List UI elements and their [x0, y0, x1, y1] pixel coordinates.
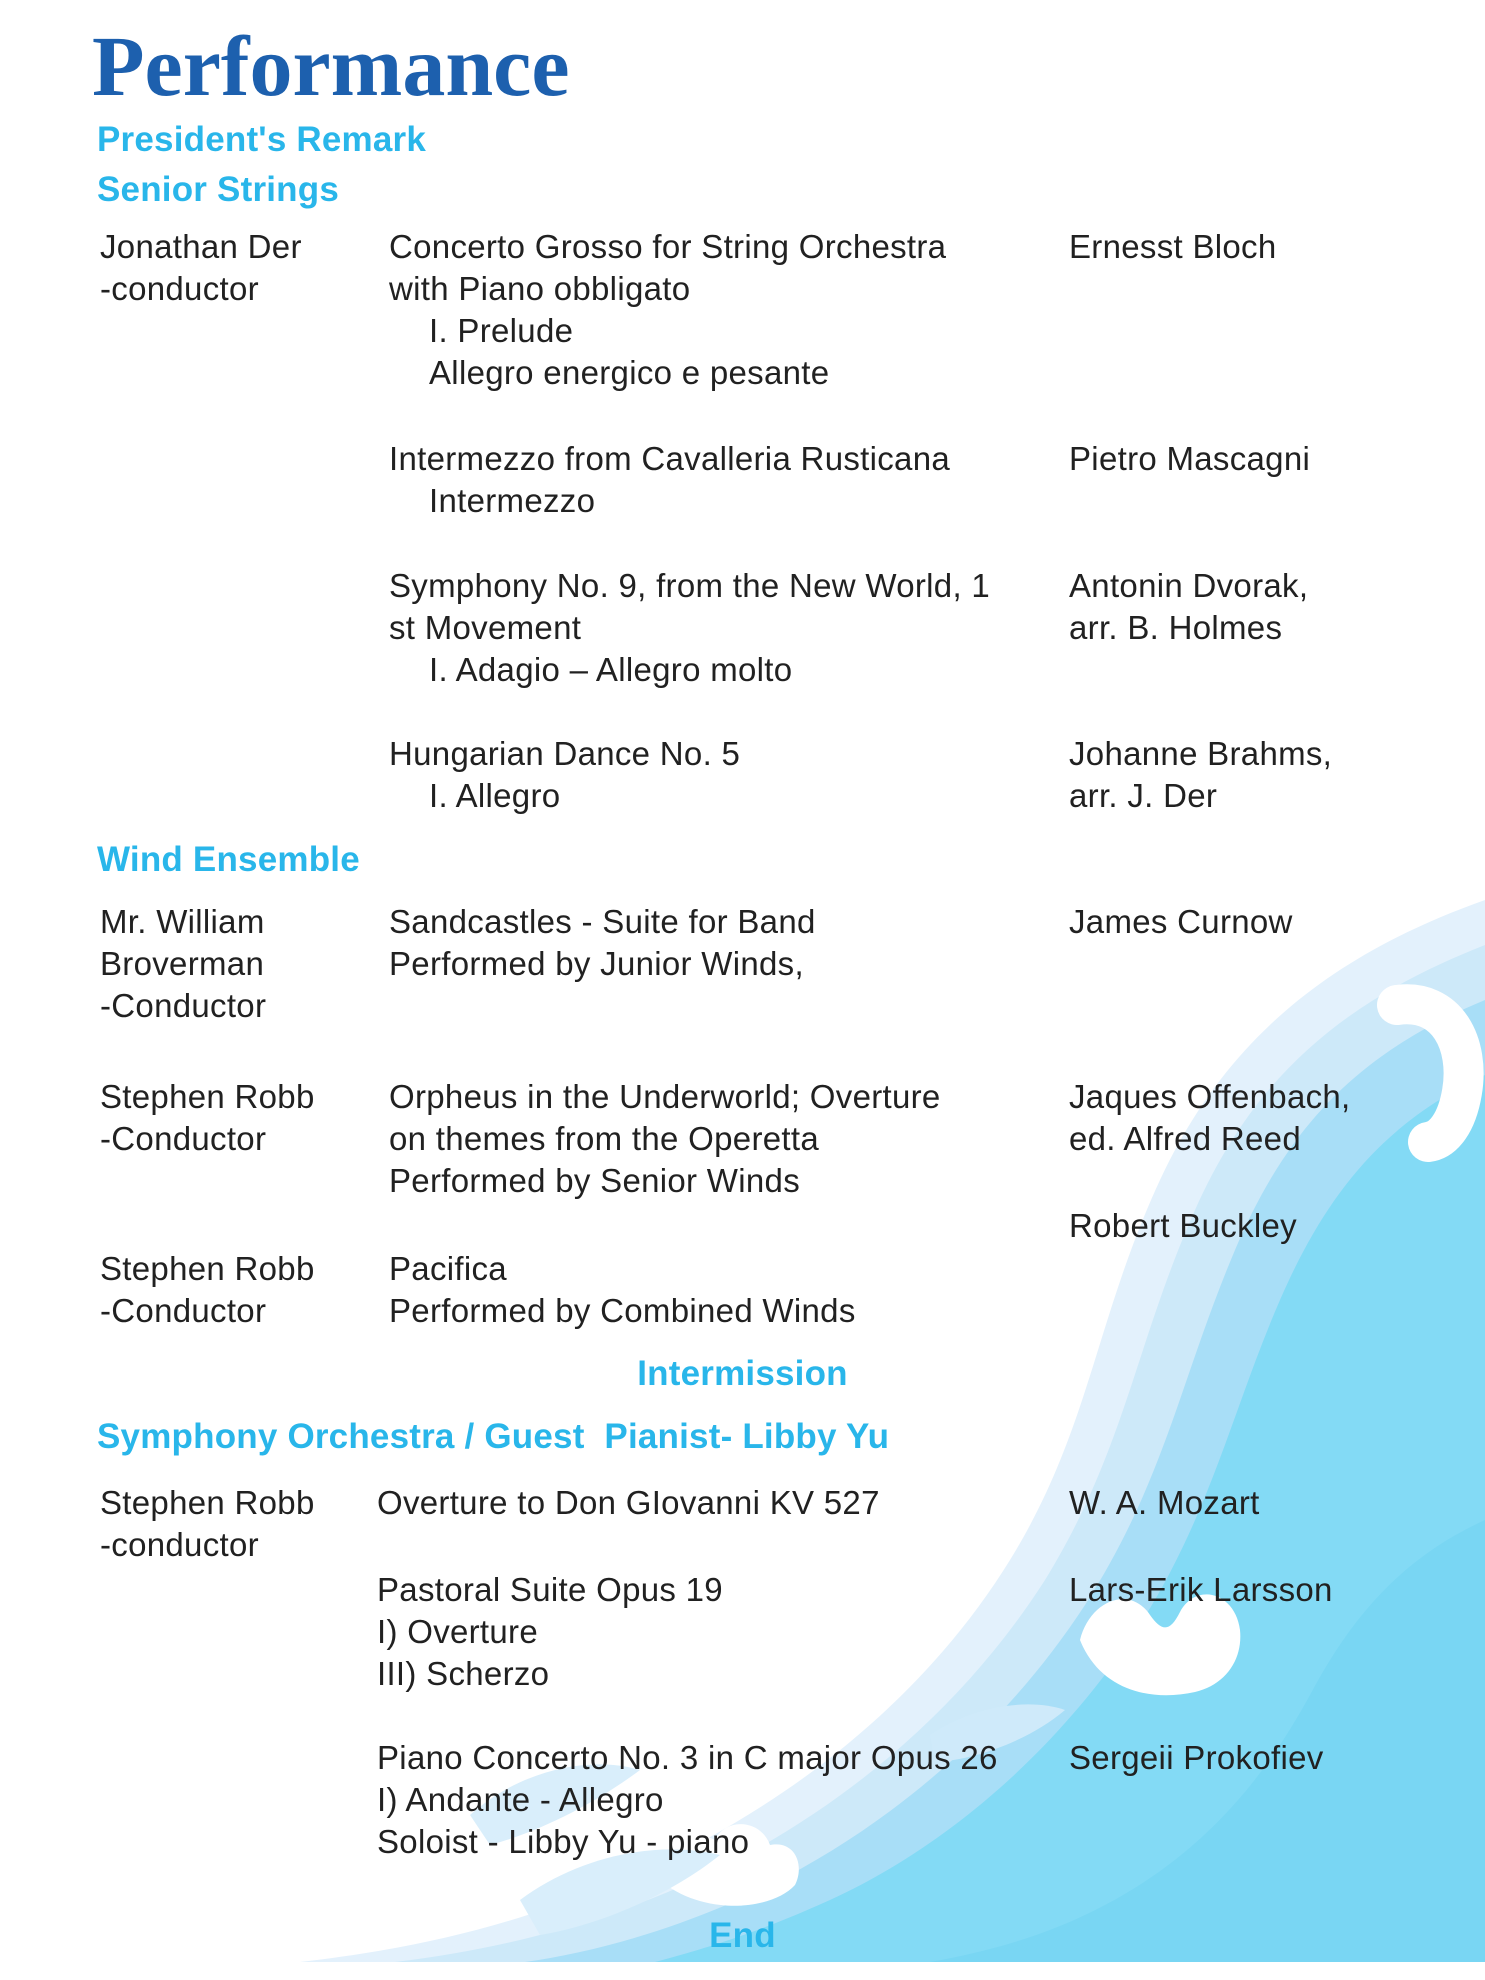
- conductor-line: Broverman: [100, 945, 265, 982]
- piece-column: [389, 438, 950, 522]
- conductor-column: [100, 901, 380, 1027]
- conductor-line: -conductor: [100, 270, 259, 307]
- piece-line: III) Scherzo: [377, 1655, 550, 1692]
- heading-wind-ensemble: Wind Ensemble: [97, 840, 360, 879]
- composer-column: [1069, 438, 1469, 480]
- conductor-line: -Conductor: [100, 987, 267, 1024]
- composer-column: [1069, 565, 1469, 649]
- piece-line: Allegro energico e pesante: [429, 354, 830, 391]
- piece-column: [377, 1482, 880, 1524]
- composer-line: James Curnow: [1069, 903, 1293, 940]
- composer-line: Johanne Brahms,: [1069, 735, 1333, 772]
- piece-line: Hungarian Dance No. 5: [389, 735, 741, 772]
- piece-line: st Movement: [389, 609, 582, 646]
- composer-line: W. A. Mozart: [1069, 1484, 1260, 1521]
- conductor-column: [100, 1076, 380, 1160]
- composer-line: Sergeii Prokofiev: [1069, 1739, 1324, 1776]
- composer-column: [1069, 1205, 1469, 1247]
- piece-line: Performed by Junior Winds,: [389, 945, 804, 982]
- composer-line: Robert Buckley: [1069, 1207, 1297, 1244]
- piece-line: Piano Concerto No. 3 in C major Opus 26: [377, 1739, 998, 1776]
- piece-line: I. Adagio – Allegro molto: [429, 651, 793, 688]
- piece-line: on themes from the Operetta: [389, 1120, 819, 1157]
- piece-line: Orpheus in the Underworld; Overture: [389, 1078, 941, 1115]
- piece-line: Overture to Don GIovanni KV 527: [377, 1484, 880, 1521]
- conductor-line: -Conductor: [100, 1120, 267, 1157]
- heading-presidents-remark: President's Remark: [97, 120, 427, 159]
- piece-line: Pastoral Suite Opus 19: [377, 1571, 723, 1608]
- composer-line: arr. J. Der: [1069, 777, 1218, 814]
- composer-line: Pietro Mascagni: [1069, 440, 1311, 477]
- composer-line: Ernesst Bloch: [1069, 228, 1277, 265]
- composer-column: [1069, 1076, 1469, 1160]
- piece-line: Intermezzo: [429, 482, 596, 519]
- piece-column: [389, 226, 946, 394]
- composer-column: [1069, 1569, 1469, 1611]
- composer-column: [1069, 733, 1469, 817]
- piece-line: Soloist - Libby Yu - piano: [377, 1823, 750, 1860]
- conductor-line: Jonathan Der: [100, 228, 302, 265]
- composer-column: [1069, 1737, 1469, 1779]
- composer-line: ed. Alfred Reed: [1069, 1120, 1301, 1157]
- piece-column: [389, 733, 740, 817]
- conductor-line: Stephen Robb: [100, 1250, 315, 1287]
- heading-intermission: Intermission: [637, 1354, 848, 1393]
- composer-column: [1069, 226, 1469, 268]
- piece-line: Performed by Combined Winds: [389, 1292, 856, 1329]
- piece-line: Intermezzo from Cavalleria Rusticana: [389, 440, 951, 477]
- piece-line: Performed by Senior Winds: [389, 1162, 800, 1199]
- composer-line: Jaques Offenbach,: [1069, 1078, 1351, 1115]
- piece-column: [389, 1248, 856, 1332]
- piece-column: [389, 901, 816, 985]
- piece-column: [389, 565, 990, 691]
- composer-line: Antonin Dvorak,: [1069, 567, 1309, 604]
- piece-line: Sandcastles - Suite for Band: [389, 903, 816, 940]
- piece-column: [389, 1076, 941, 1202]
- composer-column: [1069, 1482, 1469, 1524]
- conductor-line: Stephen Robb: [100, 1484, 315, 1521]
- piece-column: [377, 1569, 723, 1695]
- page-title: Performance: [92, 18, 570, 114]
- piece-line: Pacifica: [389, 1250, 507, 1287]
- piece-line: I) Overture: [377, 1613, 539, 1650]
- composer-column: [1069, 901, 1469, 943]
- conductor-line: -Conductor: [100, 1292, 267, 1329]
- heading-senior-strings: Senior Strings: [97, 170, 340, 209]
- conductor-column: [100, 1248, 380, 1332]
- piece-line: I. Prelude: [429, 312, 574, 349]
- composer-line: Lars-Erik Larsson: [1069, 1571, 1333, 1608]
- composer-line: arr. B. Holmes: [1069, 609, 1283, 646]
- conductor-line: Stephen Robb: [100, 1078, 315, 1115]
- piece-column: [377, 1737, 998, 1863]
- piece-line: Concerto Grosso for String Orchestra: [389, 228, 947, 265]
- conductor-column: [100, 1482, 380, 1566]
- conductor-line: Mr. William: [100, 903, 265, 940]
- heading-symphony-orchestra: Symphony Orchestra / Guest Pianist- Libby Yu: [97, 1417, 890, 1456]
- conductor-column: [100, 226, 380, 310]
- piece-line: with Piano obbligato: [389, 270, 691, 307]
- piece-line: I. Allegro: [429, 777, 561, 814]
- piece-line: Symphony No. 9, from the New World, 1: [389, 567, 991, 604]
- conductor-line: -conductor: [100, 1526, 259, 1563]
- piece-line: I) Andante - Allegro: [377, 1781, 664, 1818]
- heading-end: End: [709, 1916, 776, 1955]
